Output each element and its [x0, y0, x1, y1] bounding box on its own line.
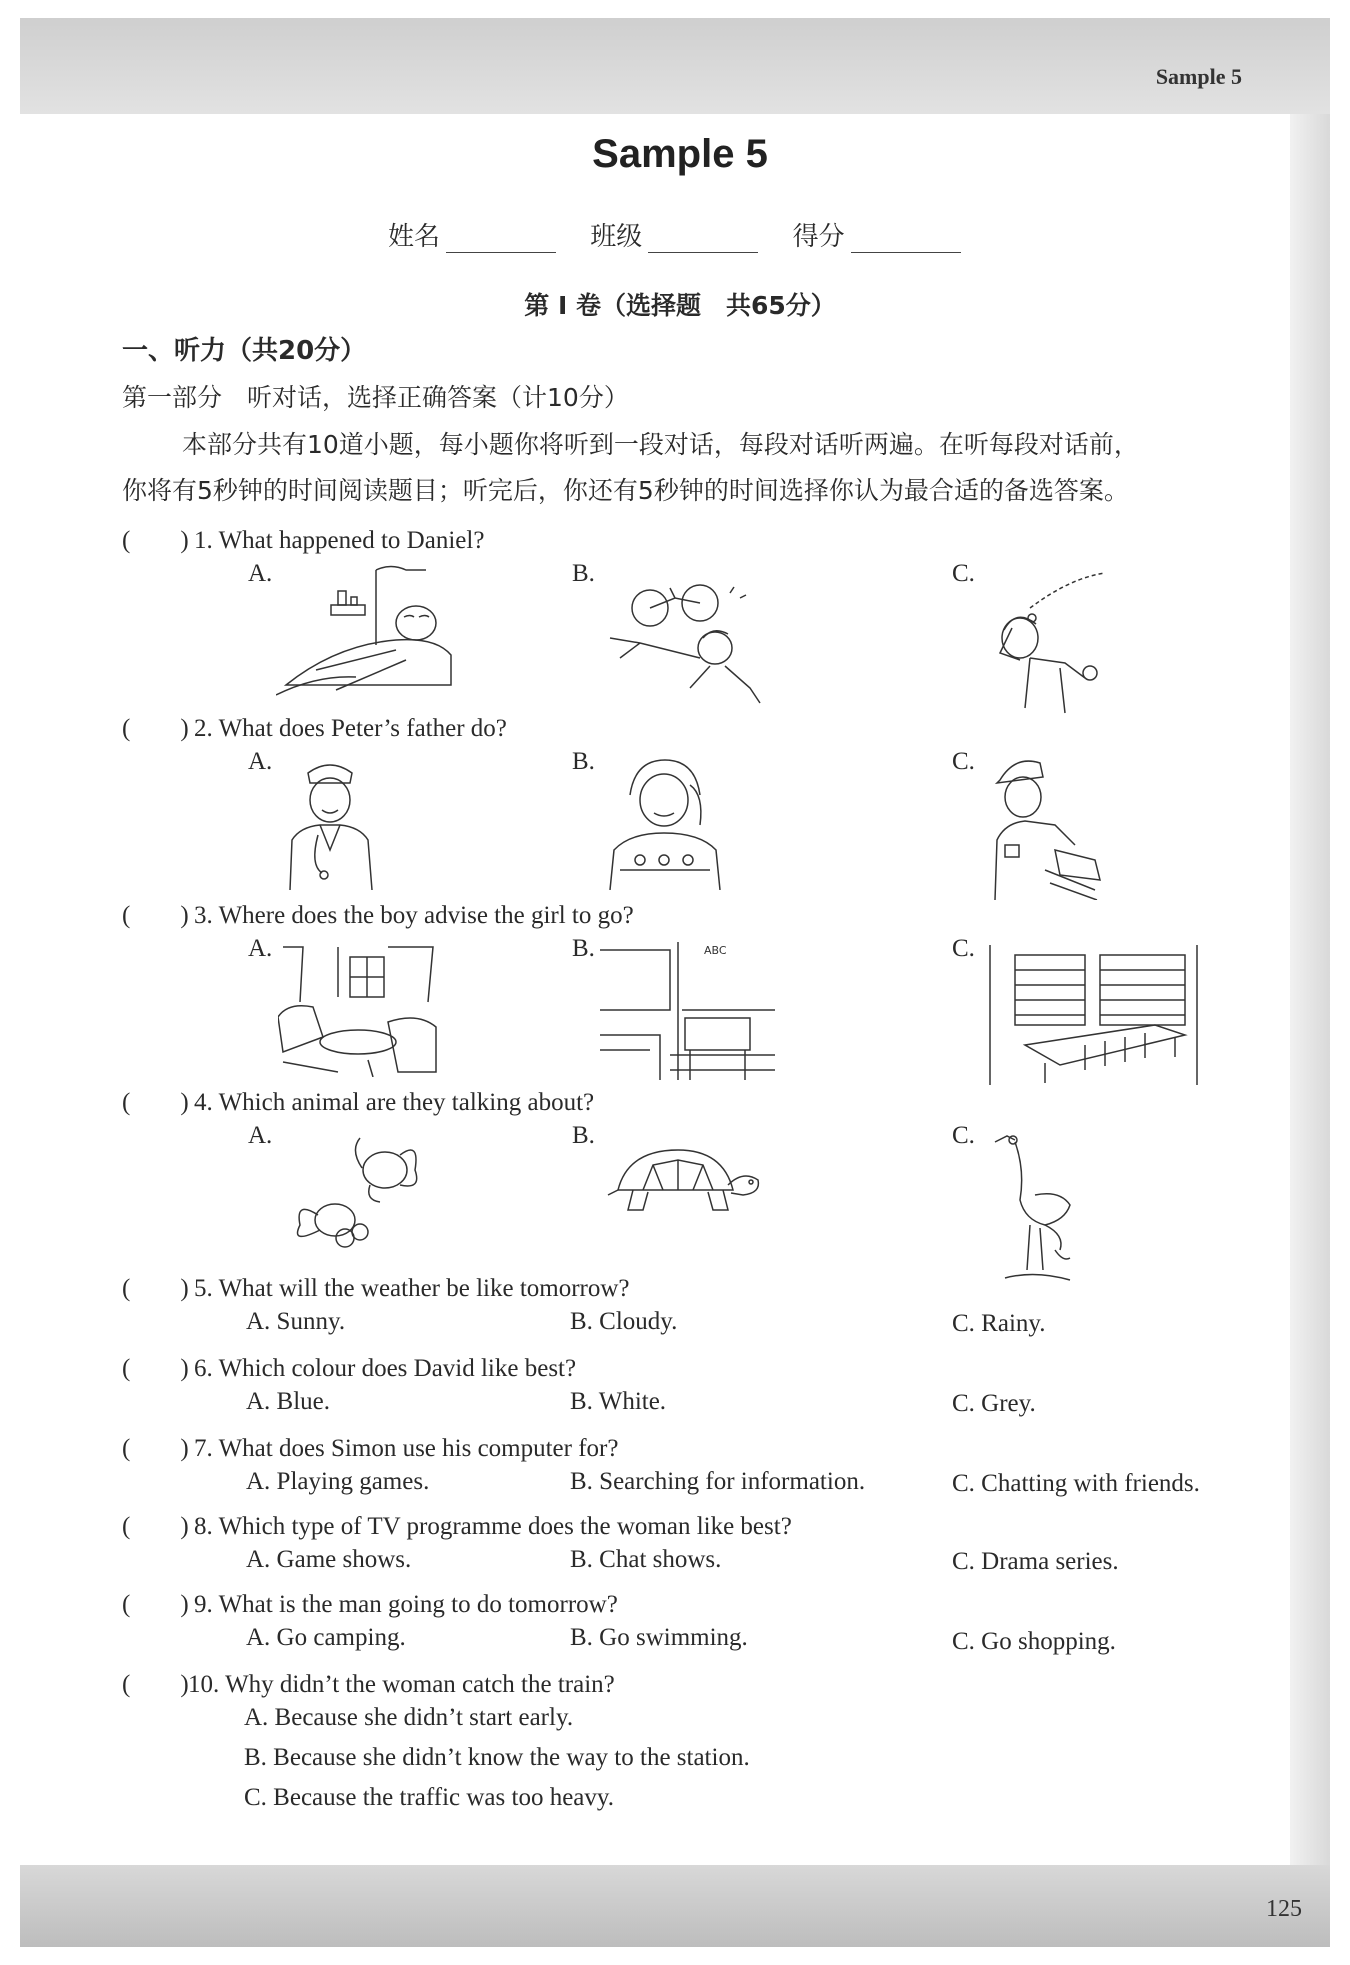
option-a[interactable]: A.	[248, 560, 273, 587]
answer-bracket[interactable]: ( )	[122, 1671, 189, 1698]
option-b[interactable]: B. Cloudy.	[570, 1308, 678, 1335]
answer-bracket[interactable]: ( )	[122, 527, 189, 554]
question-text: Which animal are they talking about?	[218, 1089, 595, 1116]
option-b[interactable]: B.	[572, 1122, 595, 1149]
question-3	[122, 895, 634, 931]
question-text: Where does the boy advise the girl to go?	[218, 902, 634, 929]
score-blank[interactable]	[851, 230, 961, 253]
answer-bracket[interactable]: ( )	[122, 1089, 189, 1116]
question-2	[122, 708, 507, 744]
answer-bracket[interactable]: ( )	[122, 1435, 189, 1462]
name-blank[interactable]	[446, 230, 556, 253]
question-number: 1.	[194, 527, 213, 554]
page-edge-shadow	[1290, 114, 1330, 1865]
question-number: 7.	[194, 1435, 213, 1462]
hit-by-ball-picture[interactable]	[990, 568, 1110, 718]
living-room-picture[interactable]	[278, 942, 438, 1077]
instruction-line: 你将有5秒钟的时间阅读题目；听完后，你还有5秒钟的时间选择你认为最合适的备选答案。	[122, 476, 1129, 505]
option-c[interactable]: C.	[952, 748, 975, 775]
question-text: What is the man going to do tomorrow?	[218, 1591, 618, 1618]
answer-bracket[interactable]: ( )	[122, 715, 189, 742]
option-c[interactable]: C. Drama series.	[952, 1548, 1119, 1575]
option-a[interactable]: A. Because she didn’t start early.	[244, 1704, 574, 1731]
question-4	[122, 1082, 594, 1118]
question-number: 8.	[194, 1513, 213, 1540]
class-label: 班级	[590, 222, 643, 252]
score-label: 得分	[792, 222, 845, 252]
instructions	[122, 422, 1272, 514]
question-number: 2.	[194, 715, 213, 742]
option-b[interactable]: B. White.	[570, 1388, 667, 1415]
footer-band	[20, 1865, 1330, 1947]
option-b[interactable]: B.	[572, 748, 595, 775]
option-a[interactable]: A. Sunny.	[246, 1308, 346, 1335]
option-a[interactable]: A. Playing games.	[246, 1468, 430, 1495]
answer-bracket[interactable]: ( )	[122, 1275, 189, 1302]
score-field[interactable]	[793, 216, 961, 253]
question-7	[122, 1428, 618, 1464]
astronaut-picture[interactable]	[600, 755, 730, 890]
header-band	[20, 18, 1330, 114]
option-c[interactable]: C. Rainy.	[952, 1310, 1046, 1337]
question-text: What happened to Daniel?	[218, 527, 485, 554]
option-b[interactable]: B. Go swimming.	[570, 1624, 748, 1651]
answer-bracket[interactable]: ( )	[122, 902, 189, 929]
question-1	[122, 520, 484, 556]
option-c[interactable]: C. Because the traffic was too heavy.	[244, 1784, 615, 1811]
answer-bracket[interactable]: ( )	[122, 1355, 189, 1382]
part-heading: 第一部分 听对话，选择正确答案（计10分）	[122, 383, 629, 412]
option-c[interactable]: C.	[952, 935, 975, 962]
blackboard-text: ABC	[704, 944, 727, 957]
page-number: 125	[1266, 1896, 1302, 1922]
goldfish-picture[interactable]	[290, 1130, 425, 1255]
name-label: 姓名	[388, 222, 441, 252]
question-5	[122, 1268, 630, 1304]
section-heading: 一、听力（共20分）	[122, 336, 367, 366]
sick-in-bed-picture[interactable]	[276, 565, 456, 705]
option-b[interactable]: B.	[572, 935, 595, 962]
running-title: Sample 5	[1155, 64, 1242, 89]
builder-picture[interactable]	[985, 755, 1105, 900]
question-number: 6.	[194, 1355, 213, 1382]
question-6	[122, 1348, 576, 1384]
question-8	[122, 1506, 792, 1542]
question-text: What does Simon use his computer for?	[218, 1435, 619, 1462]
question-text: Which type of TV programme does the woman like best?	[218, 1513, 792, 1540]
option-b[interactable]: B.	[572, 560, 595, 587]
class-field[interactable]	[590, 216, 758, 253]
option-a[interactable]: A.	[248, 748, 273, 775]
class-blank[interactable]	[648, 230, 758, 253]
name-field[interactable]	[388, 216, 556, 253]
option-a[interactable]: A.	[248, 1122, 273, 1149]
crane-picture[interactable]	[985, 1130, 1080, 1285]
option-a[interactable]: A. Go camping.	[246, 1624, 406, 1651]
instruction-line: 本部分共有10道小题，每小题你将听到一段对话，每段对话听两遍。在听每段对话前，	[182, 430, 1139, 459]
question-number: 9.	[194, 1591, 213, 1618]
option-c[interactable]: C.	[952, 560, 975, 587]
question-number: 10.	[188, 1671, 220, 1698]
student-info-row	[388, 216, 987, 253]
question-text: Why didn’t the woman catch the train?	[225, 1671, 615, 1698]
answer-bracket[interactable]: ( )	[122, 1591, 189, 1618]
question-text: What does Peter’s father do?	[218, 715, 507, 742]
option-c[interactable]: C. Chatting with friends.	[952, 1470, 1200, 1497]
question-text: What will the weather be like tomorrow?	[218, 1275, 630, 1302]
option-a[interactable]: A. Blue.	[246, 1388, 331, 1415]
option-c[interactable]: C. Go shopping.	[952, 1628, 1116, 1655]
question-number: 5.	[194, 1275, 213, 1302]
library-picture[interactable]	[985, 945, 1200, 1085]
bike-fall-picture[interactable]	[600, 578, 780, 708]
option-c[interactable]: C. Grey.	[952, 1390, 1036, 1417]
option-b[interactable]: B. Because she didn’t know the way to the station.	[244, 1744, 750, 1771]
volume-heading: 第 Ⅰ 卷（选择题 共65分）	[524, 291, 836, 320]
question-10	[122, 1664, 615, 1700]
doctor-picture[interactable]	[280, 755, 380, 890]
classroom-picture[interactable]	[600, 940, 775, 1080]
option-c[interactable]: C.	[952, 1122, 975, 1149]
question-text: Which colour does David like best?	[218, 1355, 577, 1382]
question-9	[122, 1584, 618, 1620]
question-number: 4.	[194, 1089, 213, 1116]
question-number: 3.	[194, 902, 213, 929]
option-b[interactable]: B. Searching for information.	[570, 1468, 866, 1495]
option-a[interactable]: A.	[248, 935, 273, 962]
option-b[interactable]: B. Chat shows.	[570, 1546, 722, 1573]
page-title: Sample 5	[592, 132, 768, 176]
tortoise-picture[interactable]	[603, 1145, 763, 1220]
option-a[interactable]: A. Game shows.	[246, 1546, 412, 1573]
answer-bracket[interactable]: ( )	[122, 1513, 189, 1540]
